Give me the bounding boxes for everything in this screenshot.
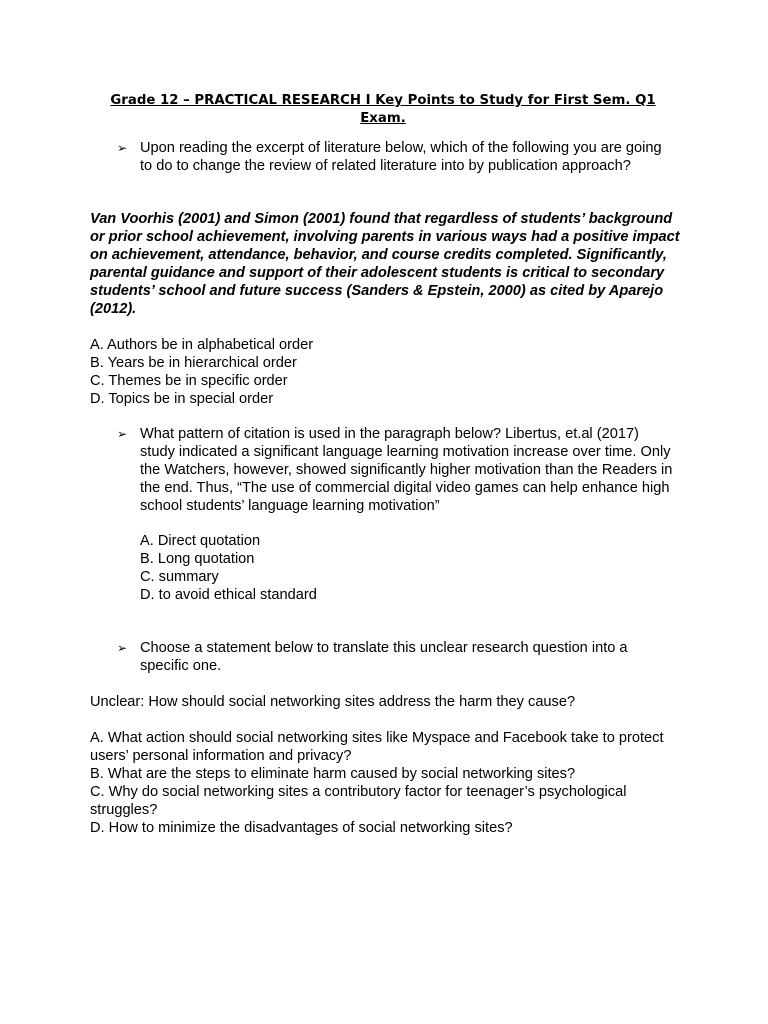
literature-excerpt: Van Voorhis (2001) and Simon (2001) found that regardless of students’ background or prior school achievement, involving parents in various ways had a positive impact on achievement, attendance, behavior, and course credits completed. Significantly, parental guidance and support of their adolescent students is critical to secondary students’ school and future success (Sanders & Epstein, 2000) as cited by Aparejo (2012). — [90, 211, 680, 317]
choice-item: D. to avoid ethical standard — [140, 587, 317, 603]
question-3 — [117, 639, 677, 675]
arrow-bullet-icon: ➢ — [117, 641, 128, 655]
arrow-bullet-icon: ➢ — [117, 141, 128, 155]
document-title: Grade 12 – PRACTICAL RESEARCH I Key Points to Study for First Sem. Q1 Exam. — [110, 93, 656, 126]
choice-item: C. Themes be in specific order — [90, 373, 288, 389]
question-2-choices — [140, 532, 680, 604]
choice-item: D. How to minimize the disadvantages of social networking sites? — [90, 820, 513, 836]
choice-item: B. Years be in hierarchical order — [90, 355, 297, 371]
question-1-text: Upon reading the excerpt of literature below, which of the following you are going to do to change the review of related literature into by publication approach? — [140, 140, 662, 174]
choice-item: A. Authors be in alphabetical order — [90, 337, 314, 353]
question-2 — [117, 425, 677, 515]
choice-item: A. What action should social networking sites like Myspace and Facebook take to protect users’ personal information and privacy? — [90, 730, 664, 764]
choice-item: C. Why do social networking sites a contributory factor for teenager’s psychological struggles? — [90, 784, 627, 818]
question-3-choices — [90, 729, 680, 837]
question-1-choices — [90, 336, 680, 408]
question-3-text: Choose a statement below to translate this unclear research question into a specific one. — [140, 640, 628, 674]
choice-item: C. summary — [140, 569, 219, 585]
arrow-bullet-icon: ➢ — [117, 427, 128, 441]
unclear-question: Unclear: How should social networking sites address the harm they cause? — [90, 694, 576, 710]
choice-item: A. Direct quotation — [140, 533, 261, 549]
choice-item: D. Topics be in special order — [90, 391, 274, 407]
choice-item: B. Long quotation — [140, 551, 255, 567]
question-2-text: What pattern of citation is used in the paragraph below? Libertus, et.al (2017) study indicated a significant language learning motivation increase over time. Only the Watchers, however, showed significantly higher motivation than the Readers in the end. Thus, “The use of commercial digital video games can help enhance high school students’ language learning motivation” — [140, 426, 673, 514]
question-1 — [117, 139, 677, 175]
choice-item: B. What are the steps to eliminate harm caused by social networking sites? — [90, 766, 576, 782]
